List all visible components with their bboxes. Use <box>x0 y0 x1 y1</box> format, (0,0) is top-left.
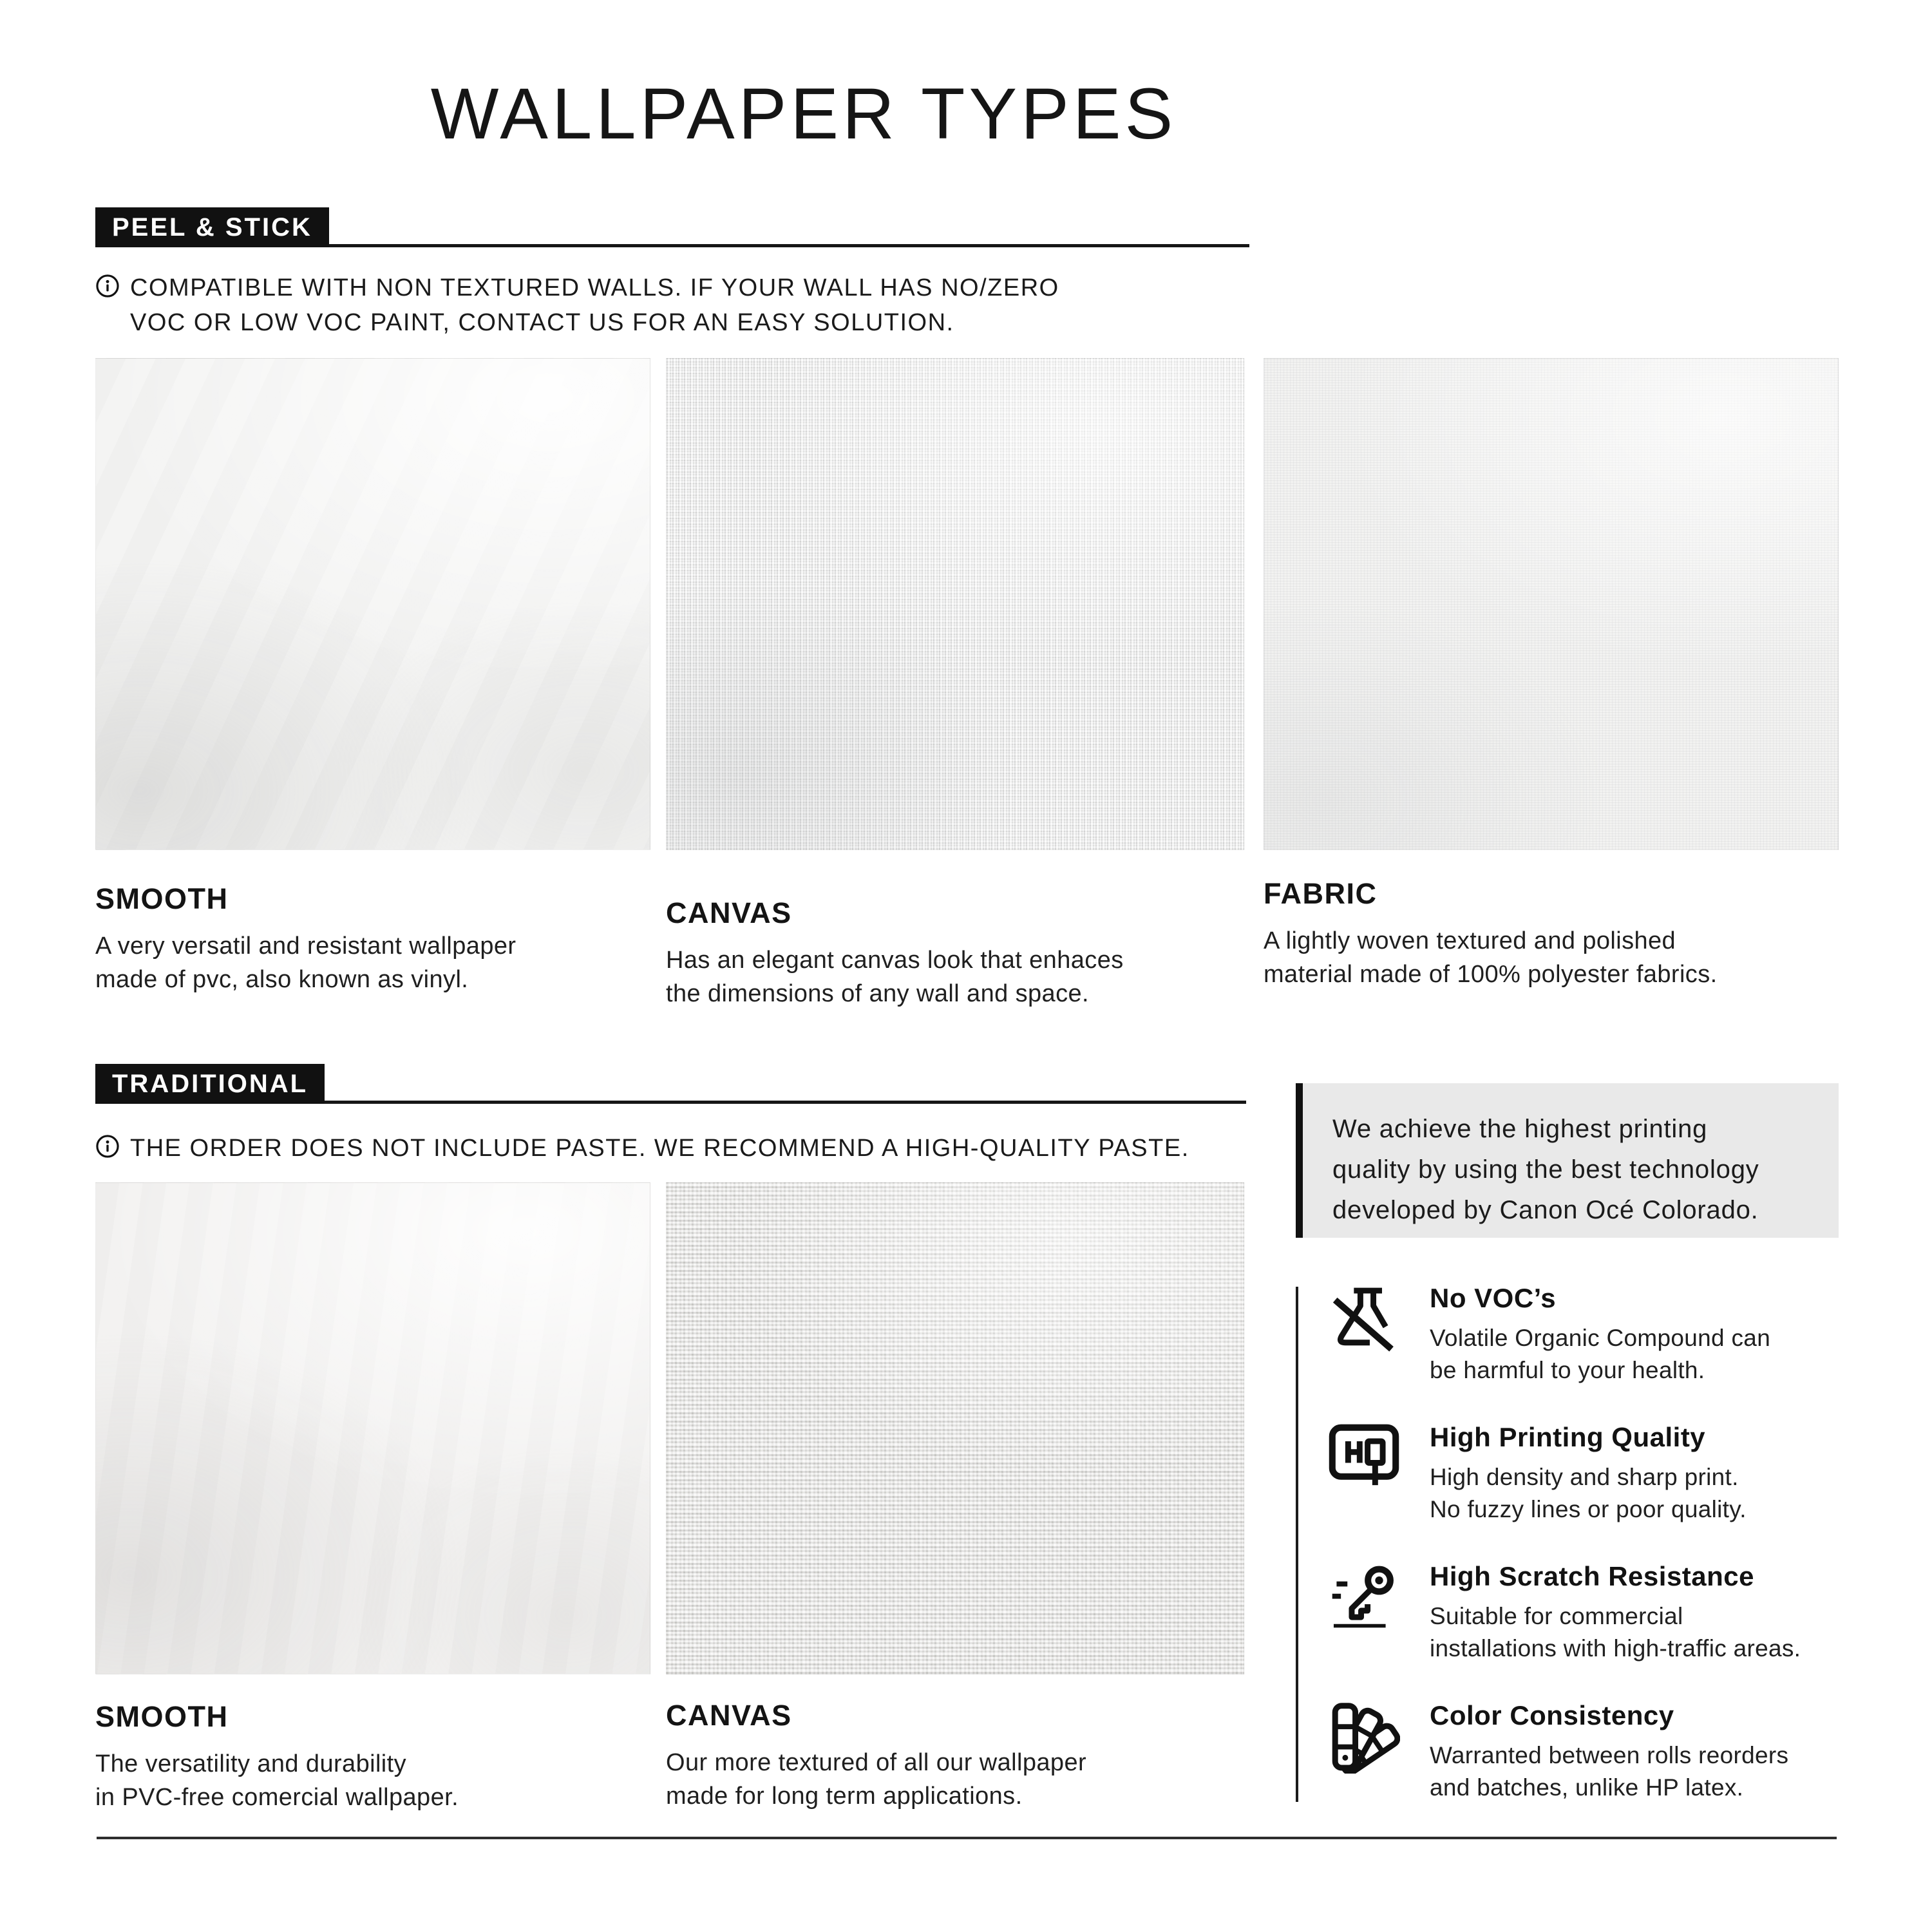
swatch-peel-canvas <box>666 358 1244 850</box>
feature-desc: Suitable for commercial installations with high-traffic areas. <box>1430 1603 1801 1662</box>
section-label-traditional: TRADITIONAL <box>95 1064 325 1104</box>
type-desc: A very versatil and resistant wallpaper made of pvc, also known as vinyl. <box>95 933 516 993</box>
caption-peel-fabric <box>1264 877 1843 991</box>
caption-peel-canvas <box>666 896 1252 1010</box>
swatch-peel-smooth <box>95 358 650 850</box>
peel-stick-note-text: COMPATIBLE WITH NON TEXTURED WALLS. IF YOUR WALL HAS NO/ZERO VOC OR LOW VOC PAINT, CONTACT US FOR AN EASY SOLUTION. <box>130 274 1059 336</box>
features-divider-line <box>1296 1287 1298 1802</box>
type-desc: The versatility and durability in PVC-free comercial wallpaper. <box>95 1750 459 1811</box>
info-icon <box>95 1134 120 1162</box>
feature-title: High Scratch Resistance <box>1430 1561 1755 1591</box>
caption-traditional-canvas <box>666 1699 1252 1813</box>
traditional-note <box>95 1131 1189 1166</box>
bottom-rule <box>97 1837 1837 1839</box>
feature-desc: High density and sharp print. No fuzzy lines or poor quality. <box>1430 1464 1747 1522</box>
type-name: FABRIC <box>1264 877 1378 910</box>
feature-desc: Warranted between rolls reorders and batches, unlike HP latex. <box>1430 1742 1789 1801</box>
caption-traditional-smooth <box>95 1700 662 1814</box>
feature-no-voc <box>1328 1283 1770 1387</box>
page-title: WALLPAPER TYPES <box>430 73 1177 154</box>
type-name: SMOOTH <box>95 1700 229 1733</box>
section-label-peel-stick: PEEL & STICK <box>95 207 329 247</box>
type-name: CANVAS <box>666 896 792 929</box>
info-icon <box>95 274 120 301</box>
type-desc: A lightly woven textured and polished material made of 100% polyester fabrics. <box>1264 927 1718 988</box>
caption-peel-smooth <box>95 882 662 996</box>
swatch-peel-fabric <box>1264 358 1839 850</box>
feature-high-printing-quality <box>1328 1422 1747 1526</box>
swatch-traditional-canvas <box>666 1182 1244 1674</box>
no-voc-flask-icon <box>1328 1284 1404 1359</box>
scratch-key-icon <box>1328 1562 1404 1638</box>
swatch-traditional-smooth <box>95 1182 650 1674</box>
feature-title: High Printing Quality <box>1430 1422 1706 1452</box>
type-name: CANVAS <box>666 1699 792 1732</box>
type-desc: Our more textured of all our wallpaper made for long term applications. <box>666 1749 1087 1810</box>
color-swatches-icon <box>1328 1701 1404 1777</box>
type-name: SMOOTH <box>95 882 229 915</box>
type-desc: Has an elegant canvas look that enhaces the dimensions of any wall and space. <box>666 947 1124 1007</box>
feature-color-consistency <box>1328 1700 1788 1804</box>
feature-title: Color Consistency <box>1430 1700 1674 1730</box>
feature-high-scratch-resistance <box>1328 1561 1801 1665</box>
feature-title: No VOC’s <box>1430 1283 1557 1313</box>
hq-badge-icon <box>1328 1423 1404 1493</box>
feature-desc: Volatile Organic Compound can be harmful to your health. <box>1430 1325 1771 1383</box>
printing-quality-statement: We achieve the highest printing quality by using the best technology developed by Canon Océ Colorado. <box>1296 1083 1839 1238</box>
traditional-note-text: THE ORDER DOES NOT INCLUDE PASTE. WE RECOMMEND A HIGH-QUALITY PASTE. <box>130 1135 1189 1162</box>
peel-stick-note <box>95 270 1059 340</box>
